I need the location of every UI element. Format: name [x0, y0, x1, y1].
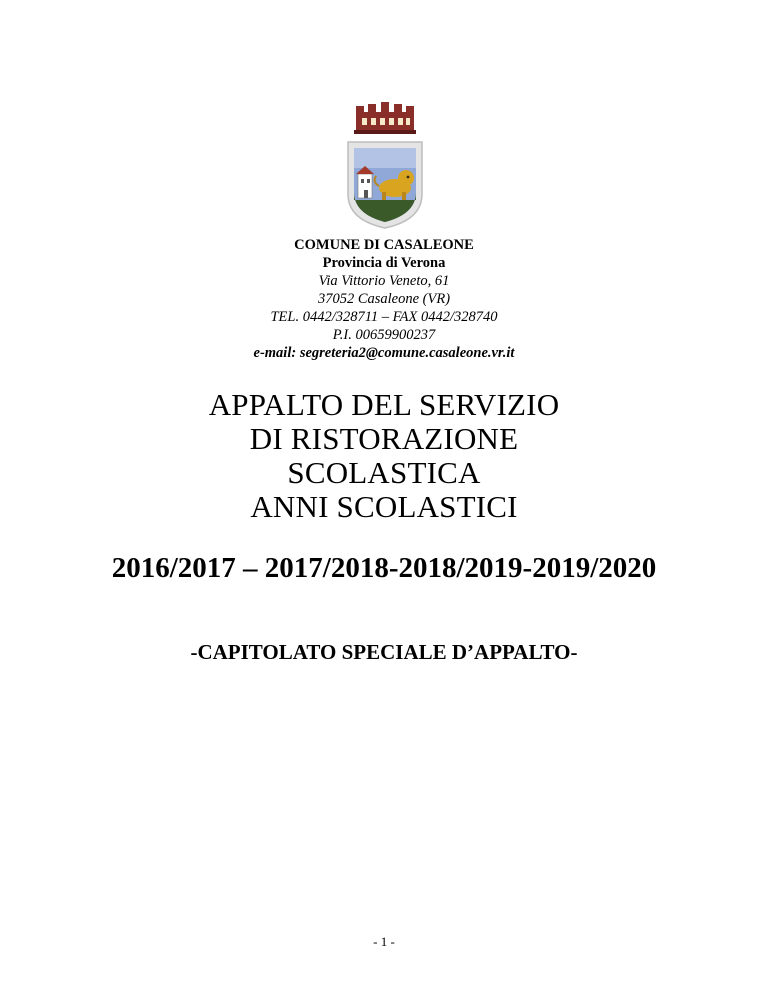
- shield-icon: [354, 148, 416, 222]
- page-number: - 1 -: [373, 934, 395, 949]
- vat-number: P.I. 00659900237: [332, 327, 436, 343]
- document-subtitle: -CAPITOLATO SPECIALE D’APPALTO-: [190, 640, 578, 664]
- title-line: APPALTO DEL SERVIZIO: [208, 387, 560, 422]
- letterhead: [0, 236, 768, 362]
- title-line: ANNI SCOLASTICI: [250, 489, 518, 524]
- email-address: e-mail: segreteria2@comune.casaleone.vr.it: [253, 345, 515, 361]
- title-line: DI RISTORAZIONE: [249, 421, 519, 456]
- school-years: 2016/2017 – 2017/2018-2018/2019-2019/2020: [111, 552, 657, 584]
- title-line: SCOLASTICA: [287, 455, 481, 490]
- document-title: [0, 388, 768, 524]
- phone-fax: TEL. 0442/328711 – FAX 0442/328740: [270, 309, 498, 325]
- province-name: Provincia di Verona: [322, 255, 446, 271]
- coat-of-arms-emblem: [340, 102, 430, 230]
- mural-crown-icon: [354, 102, 416, 134]
- municipality-name: COMUNE DI CASALEONE: [294, 237, 474, 253]
- postal-address: 37052 Casaleone (VR): [317, 291, 451, 307]
- street-address: Via Vittorio Veneto, 61: [318, 273, 450, 289]
